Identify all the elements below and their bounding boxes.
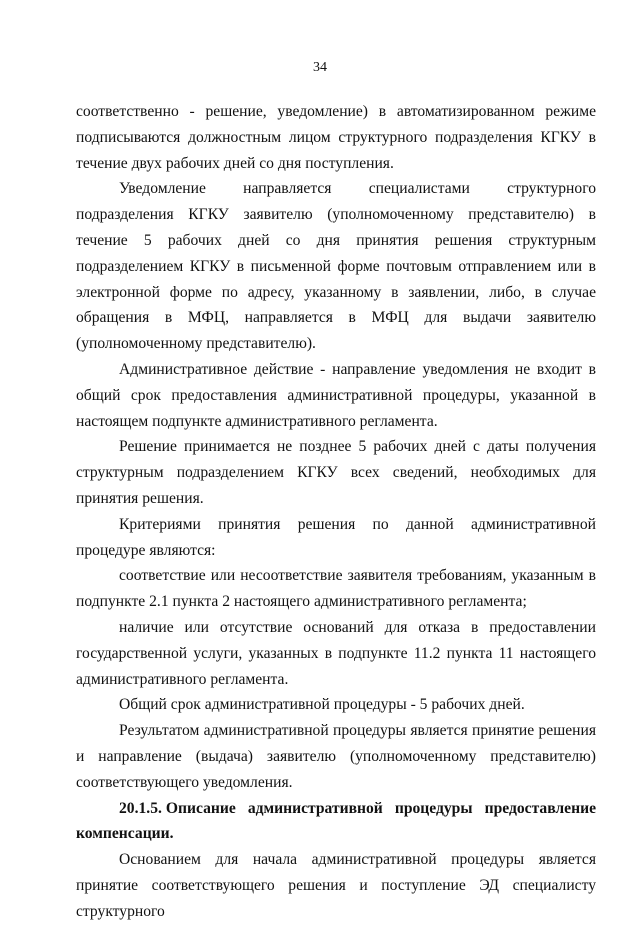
paragraph-decision-deadline: Решение принимается не позднее 5 рабочих дней с даты получения структурным подразделением КГКУ всех сведений, необходимых для принятия решения. <box>76 438 596 507</box>
paragraph-criterion-refusal-grounds: наличие или отсутствие оснований для отказа в предоставлении государственной услуги, указанных в подпункте 11.2 пункта 11 настоящего административного регламента. <box>76 618 596 688</box>
paragraph-compensation-basis: Основанием для начала административной процедуры является принятие соответствующего решения и поступление ЭД специалисту структурного <box>76 851 596 920</box>
paragraph-notification-excluded: Административное действие - направление уведомления не входит в общий срок предоставления административной процедуры, указанной в настоящем подпункте административного регламента. <box>76 360 596 430</box>
paragraph-criterion-compliance: соответствие или несоответствие заявителя требованиям, указанным в подпункте 2.1 пункта 2 настоящего административного регламента; <box>76 567 596 611</box>
page-number: 34 <box>313 60 327 75</box>
paragraph-notification-sending: Уведомление направляется специалистами структурного подразделения КГКУ заявителю (уполномоченному представителю) в течение 5 рабочих дней со дня принятия решения структурным подразделением КГКУ в письменной форме почтовым отправлением или в электронной форме по адресу, указанному в заявлении, либо, в случае обращения в МФЦ, направляется в МФЦ для выдачи заявителю (уполномоченному представителю). <box>76 180 596 353</box>
paragraph-total-duration: Общий срок административной процедуры - 5 рабочих дней. <box>119 696 525 714</box>
section-heading <box>76 796 596 848</box>
paragraph-decision-criteria: Критериями принятия решения по данной административной процедуре являются: <box>76 515 596 559</box>
page-body <box>76 99 596 925</box>
section-heading-number: 20.1.5. <box>119 799 162 817</box>
section-heading-text: Описание административной процедуры предоставление компенсации. <box>76 799 596 843</box>
paragraph-approval-signing: соответственно - решение, уведомление) в автоматизированном режиме подписываются должностным лицом структурного подразделения КГКУ в течение двух рабочих дней со дня поступления. <box>76 103 596 172</box>
paragraph-procedure-result: Результатом административной процедуры является принятие решения и направление (выдача) заявителю (уполномоченному представителю) соответствующего уведомления. <box>76 722 596 791</box>
